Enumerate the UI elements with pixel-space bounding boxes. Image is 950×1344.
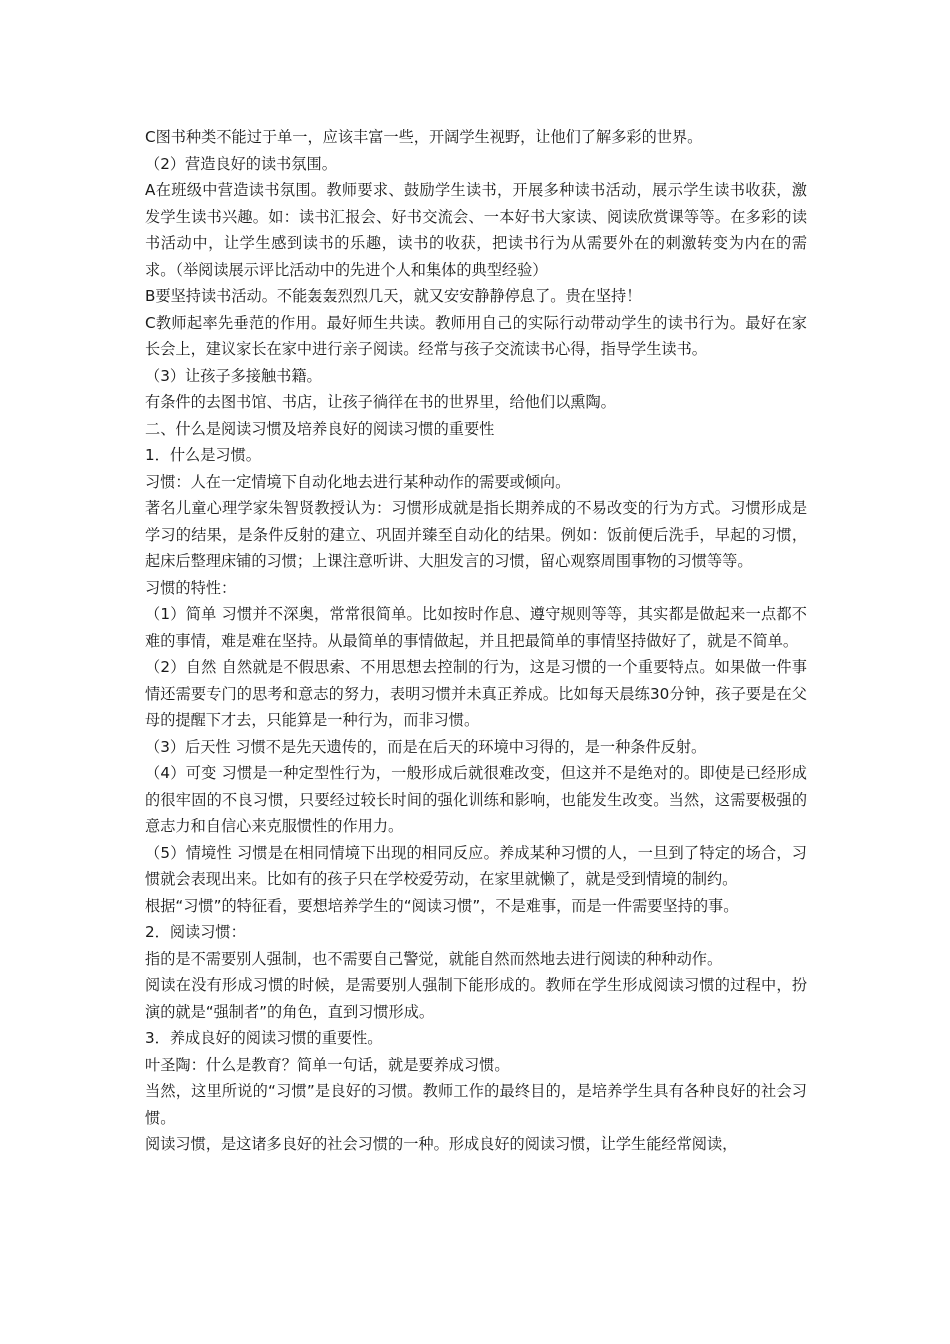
subheading-importance: 3．养成良好的阅读习惯的重要性。 xyxy=(145,1029,383,1047)
paragraph-good-habits: 当然，这里所说的“习惯”是良好的习惯。教师工作的最终目的，是培养学生具有各种良好的社会习惯。 xyxy=(145,1082,807,1127)
paragraph-trait-simple: （1）简单 习惯并不深奥，常常很简单。比如按时作息、遵守规则等等，其实都是做起来一点都不难的事情，难是难在坚持。从最简单的事情做起，并且把最简单的事情坚持做好了，就是不简单。 xyxy=(145,605,807,650)
paragraph-trait-acquired: （3）后天性 习惯不是先天遗传的，而是在后天的环境中习得的，是一种条件反射。 xyxy=(145,737,707,756)
subheading-reading-habit: 2．阅读习惯： xyxy=(145,923,246,941)
heading-reading-atmosphere: （2）营造良好的读书氛围。 xyxy=(145,154,337,173)
paragraph-class-atmosphere: A在班级中营造读书氛围。教师要求、鼓励学生读书，开展多种读书活动，展示学生读书收获，激发学生读书兴趣。如：读书汇报会、好书交流会、一本好书大家读、阅读欣赏课等等。在多彩的读书活动中，让学生感到读书的乐趣，读书的收获，把读书行为从需要外在的刺激转变为内在的需求。（举阅读展示评比活动中的先进个人和集体的典型经验） xyxy=(145,181,807,279)
paragraph-zhu-zhixian: 著名儿童心理学家朱智贤教授认为：习惯形成就是指长期养成的不易改变的行为方式。习惯形成是学习的结果，是条件反射的建立、巩固并臻至自动化的结果。例如：饭前便后洗手，早起的习惯，起床后整理床铺的习惯；上课注意听讲、大胆发言的习惯，留心观察周围事物的习惯等等。 xyxy=(145,499,807,570)
paragraph-teacher-enforcer: 阅读在没有形成习惯的时候，是需要别人强制下能形成的。教师在学生形成阅读习惯的过程中，扮演的就是“强制者”的角色，直到习惯形成。 xyxy=(145,976,807,1021)
paragraph-library-visit: 有条件的去图书馆、书店，让孩子徜徉在书的世界里，给他们以熏陶。 xyxy=(145,393,616,411)
heading-contact-books: （3）让孩子多接触书籍。 xyxy=(145,366,322,385)
section-heading-reading-habit: 二、什么是阅读习惯及培养良好的阅读习惯的重要性 xyxy=(145,419,495,438)
paragraph-book-variety: C图书种类不能过于单一，应该丰富一些，开阔学生视野，让他们了解多彩的世界。 xyxy=(145,128,703,146)
subheading-what-is-habit: 1．什么是习惯。 xyxy=(145,446,261,464)
document-body xyxy=(145,124,807,1158)
paragraph-reading-habit-definition: 指的是不需要别人强制，也不需要自己警觉，就能自然而然地去进行阅读的种种动作。 xyxy=(145,949,723,968)
paragraph-trait-situational: （5）情境性 习惯是在相同情境下出现的相同反应。养成某种习惯的人，一旦到了特定的场合，习惯就会表现出来。比如有的孩子只在学校爱劳动，在家里就懒了，就是受到情境的制约。 xyxy=(145,843,807,888)
paragraph-ye-shengtao: 叶圣陶：什么是教育？简单一句话，就是要养成习惯。 xyxy=(145,1055,510,1074)
paragraph-habit-definition: 习惯：人在一定情境下自动化地去进行某种动作的需要或倾向。 xyxy=(145,472,571,491)
paragraph-trait-changeable: （4）可变 习惯是一种定型性行为，一般形成后就很难改变，但这并不是绝对的。即使是已经形成的很牢固的不良习惯，只要经过较长时间的强化训练和影响，也能发生改变。当然，这需要极强的意志力和自信心来克服惯性的作用力。 xyxy=(145,764,807,835)
paragraph-persist-reading: B要坚持读书活动。不能轰轰烈烈几天，就又安安静静停息了。贵在坚持！ xyxy=(145,287,642,305)
paragraph-trait-natural: （2）自然 自然就是不假思索、不用思想去控制的行为，这是习惯的一个重要特点。如果做一件事情还需要专门的思考和意志的努力，表明习惯并未真正养成。比如每天晨练30分钟，孩子要是在父母的提醒下才去，只能算是一种行为，而非习惯。 xyxy=(145,658,807,729)
heading-habit-traits: 习惯的特性： xyxy=(145,578,237,597)
paragraph-reading-habit-final: 阅读习惯，是这诸多良好的社会习惯的一种。形成良好的阅读习惯，让学生能经常阅读， xyxy=(145,1135,738,1153)
paragraph-teacher-example: C教师起率先垂范的作用。最好师生共读。教师用自己的实际行动带动学生的读书行为。最好在家长会上，建议家长在家中进行亲子阅读。经常与孩子交流读书心得，指导学生读书。 xyxy=(145,313,807,358)
paragraph-habit-conclusion: 根据“习惯”的特征看，要想培养学生的“阅读习惯”，不是难事，而是一件需要坚持的事。 xyxy=(145,896,739,915)
